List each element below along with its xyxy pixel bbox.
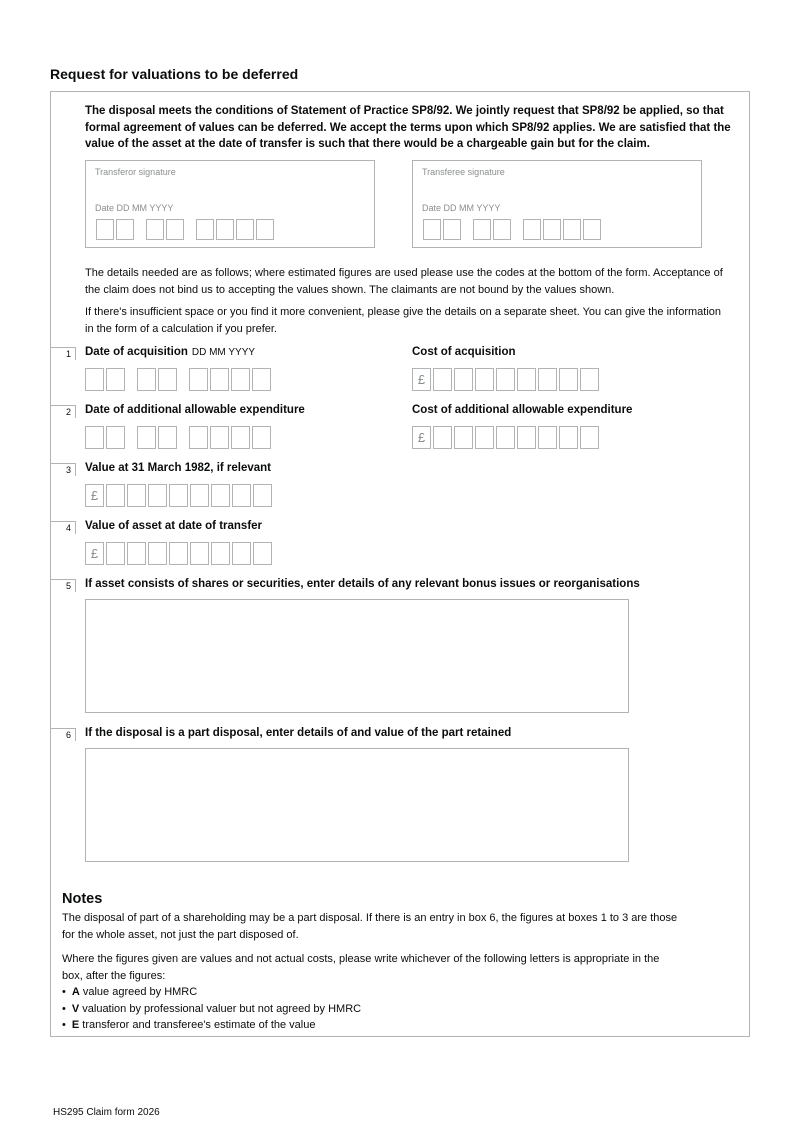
amount-digit-cell[interactable] [253,484,272,507]
amount-digit-cell[interactable] [517,426,536,449]
amount-digit-cell[interactable] [190,484,209,507]
amount-digit-cell[interactable] [106,484,125,507]
transferor-signature-label: Transferor signature [95,167,176,177]
amount-digit-cell[interactable] [559,426,578,449]
date-digit-cell[interactable] [231,368,250,391]
amount-digit-cell[interactable] [169,542,188,565]
transferee-date-label: Date DD MM YYYY [422,203,501,213]
code-description: transferor and transferee's estimate of the value [79,1019,316,1031]
amount-digit-cell[interactable] [106,542,125,565]
transferor-date-label: Date DD MM YYYY [95,203,174,213]
notes-heading: Notes [62,891,103,907]
date-digit-cell[interactable] [158,426,177,449]
transferee-signature-label: Transferee signature [422,167,505,177]
value-at-transfer-input[interactable] [85,542,274,565]
date-digit-cell[interactable] [423,219,441,240]
bonus-issues-textarea[interactable] [85,599,629,713]
cost-of-acquisition-label: Cost of acquisition [412,346,516,358]
intro-statement: The disposal meets the conditions of Statement of Practice SP8/92. We jointly request that SP8/92 be applied, so that formal agreement of values can be deferred. We accept the terms upon which SP8/92 applies. We are satisfied that the value of the asset at the date of transfer is such that there would be a chargeable gain but for the claim. [85,105,731,150]
q4-label: Value of asset at date of transfer [85,520,263,532]
transferee-date-input[interactable] [423,219,603,240]
cost-of-acquisition-input[interactable] [412,368,601,391]
q3-label: Value at 31 March 1982, if relevant [85,462,272,474]
date-digit-cell[interactable] [493,219,511,240]
page-footer: HS295 Claim form 2026 [53,1107,160,1118]
date-digit-cell[interactable] [252,368,271,391]
date-digit-cell[interactable] [85,368,104,391]
amount-digit-cell[interactable] [211,542,230,565]
date-digit-cell[interactable] [210,426,229,449]
separate-sheet-paragraph: If there's insufficient space or you find it more convenient, please give the details on a separate sheet. You can give the information in the form of a calculation if you prefer. [85,306,722,335]
q6-label: If the disposal is a part disposal, enter details of and value of the part retained [85,727,512,739]
transferor-signature-box[interactable] [85,160,375,248]
date-digit-cell[interactable] [85,426,104,449]
code-letter: E [71,1019,80,1031]
question-number-5: 5 [50,579,76,592]
amount-digit-cell[interactable] [232,484,251,507]
date-digit-cell[interactable] [256,219,274,240]
amount-digit-cell[interactable] [538,426,557,449]
pound-sign: £ [412,426,431,449]
valuation-codes-list [62,984,361,1034]
amount-digit-cell[interactable] [148,542,167,565]
list-item [62,1001,361,1018]
question-number-6: 6 [50,728,76,741]
date-digit-cell[interactable] [252,426,271,449]
date-digit-cell[interactable] [166,219,184,240]
date-digit-cell[interactable] [96,219,114,240]
additional-expenditure-date-input[interactable] [85,426,273,449]
date-digit-cell[interactable] [158,368,177,391]
date-digit-cell[interactable] [116,219,134,240]
amount-digit-cell[interactable] [496,368,515,391]
question-number-4: 4 [50,521,76,534]
date-digit-cell[interactable] [189,426,208,449]
date-digit-cell[interactable] [189,368,208,391]
question-number-2: 2 [50,405,76,418]
code-letter: A [71,986,80,998]
cost-additional-expenditure-label: Cost of additional allowable expenditure [412,404,633,416]
date-digit-cell[interactable] [146,219,164,240]
amount-digit-cell[interactable] [496,426,515,449]
list-item [62,984,361,1001]
code-description: valuation by professional valuer but not agreed by HMRC [79,1002,362,1015]
date-digit-cell[interactable] [137,368,156,391]
q1-label-text: Date of acquisition [85,346,188,358]
amount-digit-cell[interactable] [190,542,209,565]
question-number-3: 3 [50,463,76,476]
amount-digit-cell[interactable] [211,484,230,507]
date-digit-cell[interactable] [106,426,125,449]
q1-label [85,346,255,358]
pound-sign: £ [85,542,104,565]
notes-paragraph-2: Where the figures given are values and not actual costs, please write whichever of the following letters is appropriate in the box, after the figures: [62,953,660,982]
q1-date-format: DD MM YYYY [191,347,256,358]
amount-digit-cell[interactable] [127,542,146,565]
date-digit-cell[interactable] [583,219,601,240]
date-digit-cell[interactable] [137,426,156,449]
code-letter: V [71,1002,80,1015]
date-digit-cell[interactable] [543,219,561,240]
amount-digit-cell[interactable] [475,426,494,449]
date-digit-cell[interactable] [236,219,254,240]
date-digit-cell[interactable] [196,219,214,240]
pound-sign: £ [412,368,431,391]
amount-digit-cell[interactable] [127,484,146,507]
acquisition-date-input[interactable] [85,368,273,391]
amount-digit-cell[interactable] [433,426,452,449]
amount-digit-cell[interactable] [475,368,494,391]
date-digit-cell[interactable] [231,426,250,449]
date-digit-cell[interactable] [523,219,541,240]
page-title: Request for valuations to be deferred [50,66,299,82]
date-digit-cell[interactable] [210,368,229,391]
amount-digit-cell[interactable] [580,426,599,449]
list-item [62,1017,361,1034]
q5-label: If asset consists of shares or securities, enter details of any relevant bonus issues or reorganisations [85,578,640,590]
date-digit-cell[interactable] [443,219,461,240]
question-number-1: 1 [50,347,76,360]
date-digit-cell[interactable] [473,219,491,240]
amount-digit-cell[interactable] [253,542,272,565]
amount-digit-cell[interactable] [169,484,188,507]
amount-digit-cell[interactable] [433,368,452,391]
amount-digit-cell[interactable] [580,368,599,391]
q2-label: Date of additional allowable expenditure [85,404,305,416]
amount-digit-cell[interactable] [232,542,251,565]
amount-digit-cell[interactable] [148,484,167,507]
amount-digit-cell[interactable] [517,368,536,391]
cost-additional-expenditure-input[interactable] [412,426,601,449]
transferee-signature-box[interactable] [412,160,702,248]
pound-sign: £ [85,484,104,507]
details-paragraph: The details needed are as follows; where estimated figures are used please use the codes at the bottom of the form. Acceptance of the claim does not bind us to accepting the values shown. The claimants are not bound by the values shown. [85,267,723,296]
part-retained-textarea[interactable] [85,748,629,862]
date-digit-cell[interactable] [216,219,234,240]
amount-digit-cell[interactable] [559,368,578,391]
code-description: value agreed by HMRC [79,986,198,998]
notes-paragraph-1: The disposal of part of a shareholding may be a part disposal. If there is an entry in box 6, the figures at boxes 1 to 3 are those for the whole asset, not just the part disposed of. [62,912,678,941]
date-digit-cell[interactable] [106,368,125,391]
amount-digit-cell[interactable] [454,426,473,449]
date-digit-cell[interactable] [563,219,581,240]
value-1982-input[interactable] [85,484,274,507]
amount-digit-cell[interactable] [454,368,473,391]
amount-digit-cell[interactable] [538,368,557,391]
transferor-date-input[interactable] [96,219,276,240]
